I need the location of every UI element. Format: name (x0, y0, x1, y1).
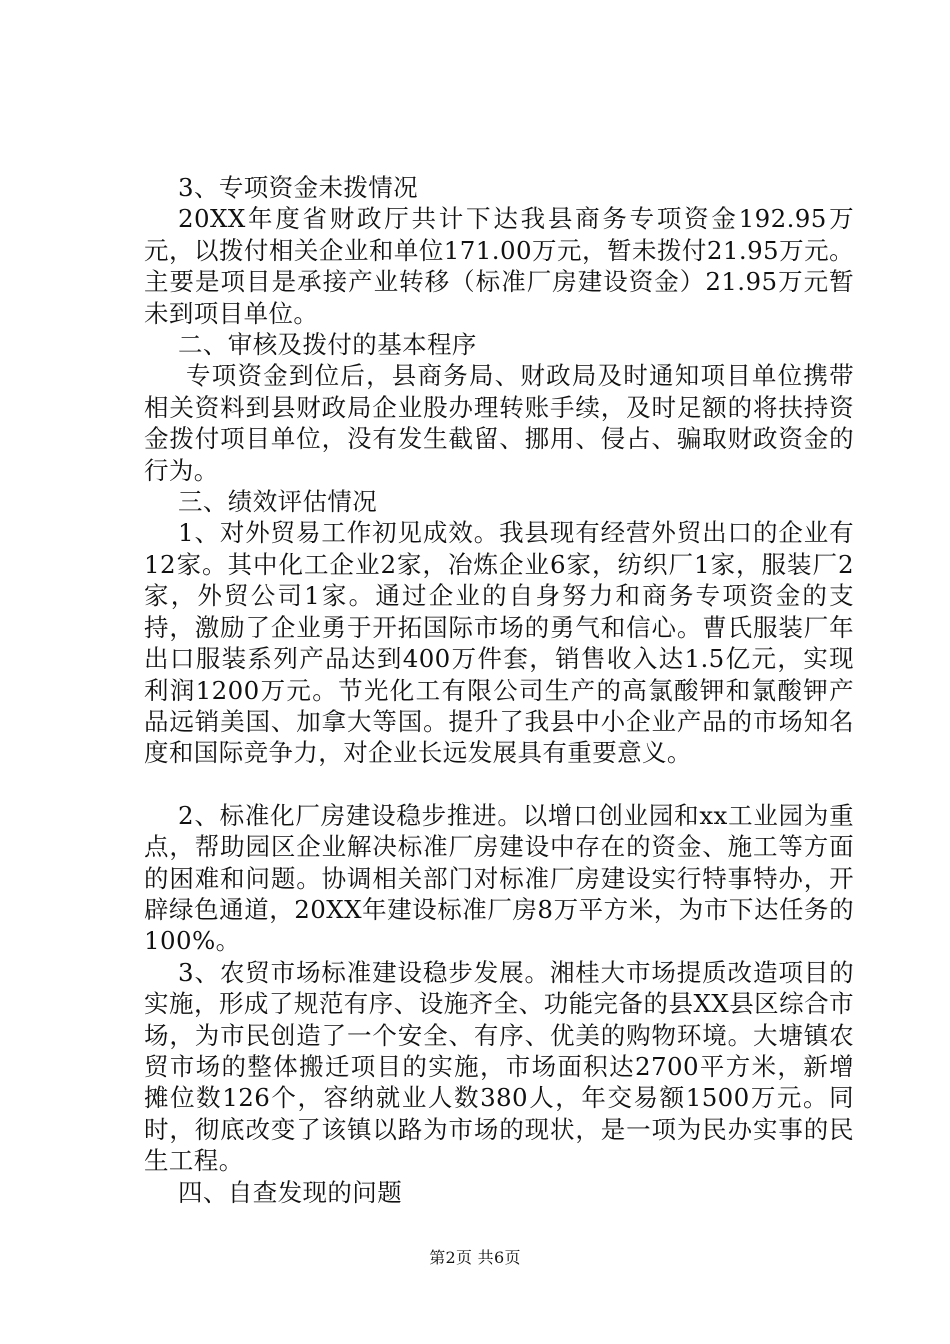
page-number-footer: 第2页 共6页 (429, 1248, 521, 1267)
paragraph-standard-factory: 2、标准化厂房建设稳步推进。以增口创业园和xx工业园为重点，帮助园区企业解决标准厂房建设中存在的资金、施工等方面的困难和问题。协调相关部门对标准厂房建设实行特事特办，开辟绿色通道，20XX年建设标准厂房8万平方米，为市下达任务的100%。 (144, 800, 854, 956)
paragraph-gap (144, 769, 854, 800)
section-heading-3: 3、专项资金未拨情况 (178, 173, 419, 202)
section-heading-review: 二、审核及拨付的基本程序 (178, 330, 477, 360)
paragraph-farmers-market: 3、农贸市场标准建设稳步发展。湘桂大市场提质改造项目的实施，形成了规范有序、设施齐全、功能完备的县XX县区综合市场，为市民创造了一个安全、有序、优美的购物环境。大塘镇农贸市场的整体搬迁项目的实施，市场面积达2700平方米，新增摊位数126个，容纳就业人数380人，年交易额1500万元。同时，彻底改变了该镇以路为市场的现状，是一项为民办实事的民生工程。 (144, 957, 854, 1176)
document-body (144, 172, 854, 1208)
paragraph-unallocated-funds: 20XX年度省财政厅共计下达我县商务专项资金192.95万元，以拨付相关企业和单位171.00万元，暂未拨付21.95万元。主要是项目是承接产业转移（标准厂房建设资金）21.95万元暂未到项目单位。 (144, 204, 854, 328)
paragraph-foreign-trade: 1、对外贸易工作初见成效。我县现有经营外贸出口的企业有12家。其中化工企业2家，冶炼企业6家，纺织厂1家，服装厂2家，外贸公司1家。通过企业的自身努力和商务专项资金的支持，激励了企业勇于开拓国际市场的勇气和信心。曹氏服装厂年出口服装系列产品达到400万件套，销售收入达1.5亿元，实现利润1200万元。节光化工有限公司生产的高氯酸钾和氯酸钾产品远销美国、加拿大等国。提升了我县中小企业产品的市场知名度和国际竞争力，对企业长远发展具有重要意义。 (144, 518, 854, 768)
paragraph-review-procedure: 专项资金到位后，县商务局、财政局及时通知项目单位携带相关资料到县财政局企业股办理转账手续，及时足额的将扶持资金拨付项目单位，没有发生截留、挪用、侵占、骗取财政资金的行为。 (144, 361, 854, 485)
section-heading-issues: 四、自查发现的问题 (178, 1177, 403, 1207)
section-heading-performance: 三、绩效评估情况 (178, 487, 378, 517)
